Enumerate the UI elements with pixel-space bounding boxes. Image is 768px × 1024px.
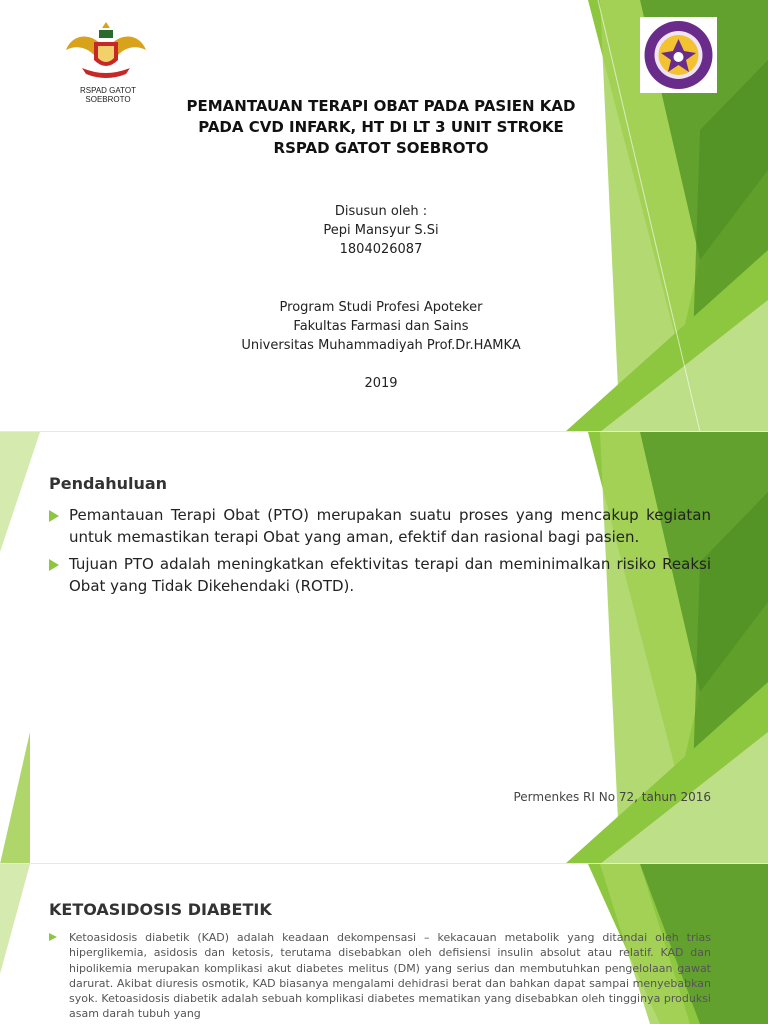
intro-bullet-list — [49, 505, 711, 603]
title-line: PADA CVD INFARK, HT DI LT 3 UNIT STROKE — [198, 118, 564, 136]
bullet-text: Pemantauan Terapi Obat (PTO) merupakan suatu proses yang mencakup kegiatan untuk memastikan terapi Obat yang aman, efektif dan rasional bagi pasien. — [69, 506, 711, 546]
bullet-arrow-icon — [49, 559, 59, 571]
title-line: RSPAD GATOT SOEBROTO — [273, 139, 489, 157]
title-slide — [0, 0, 768, 432]
student-id: 1804026087 — [339, 242, 423, 257]
left-logo-caption: RSPAD GATOT SOEBROTO — [79, 86, 136, 104]
institution-block — [150, 298, 612, 355]
university-seal-icon — [640, 17, 717, 93]
section-heading: Pendahuluan — [49, 474, 168, 493]
rspad-emblem-icon — [62, 20, 150, 80]
author-label: Disusun oleh : — [334, 204, 428, 219]
presentation-title — [120, 96, 642, 159]
presentation-year: 2019 — [364, 376, 398, 391]
bullet-text: Tujuan PTO adalah meningkatkan efektivitas terapi dan meminimalkan risiko Reaksi Obat yang Tidak Dikehendaki (ROTD). — [69, 555, 711, 595]
bullet-arrow-icon — [49, 510, 59, 522]
kad-bullet-list — [49, 930, 711, 1022]
list-item — [49, 930, 711, 1022]
title-line: PEMANTAUAN TERAPI OBAT PADA PASIEN KAD — [186, 97, 576, 115]
section-heading: KETOASIDOSIS DIABETIK — [49, 900, 272, 919]
author-block — [150, 202, 612, 259]
bullet-arrow-icon — [49, 933, 57, 941]
author-name: Pepi Mansyur S.Si — [323, 223, 439, 238]
bullet-text: Ketoasidosis diabetik (KAD) adalah keadaan dekompensasi – kekacauan metabolik yang ditandai oleh trias hiperglikemia, asidosis dan ketosis, terutama disebabkan oleh defisiensi insulin absolut atau relatif. KAD dan hipolikemia merupakan komplikasi akut diabetes melitus (DM) yang serius dan membutuhkan pengelolaan gawat darurat. Akibat diuresis osmotik, KAD biasanya mengalami dehidrasi berat dan bahkan dapat sampai menyebabkan syok. Ketoasidosis diabetik adalah sebuah komplikasi diabetes mematikan yang disebabkan oleh tingginya produksi asam darah tubuh yang — [69, 931, 711, 1021]
source-citation: Permenkes RI No 72, tahun 2016 — [513, 790, 711, 804]
study-program: Program Studi Profesi Apoteker — [279, 300, 483, 315]
list-item — [49, 505, 711, 548]
faculty: Fakultas Farmasi dan Sains — [293, 319, 469, 334]
university: Universitas Muhammadiyah Prof.Dr.HAMKA — [241, 338, 521, 353]
list-item — [49, 554, 711, 597]
